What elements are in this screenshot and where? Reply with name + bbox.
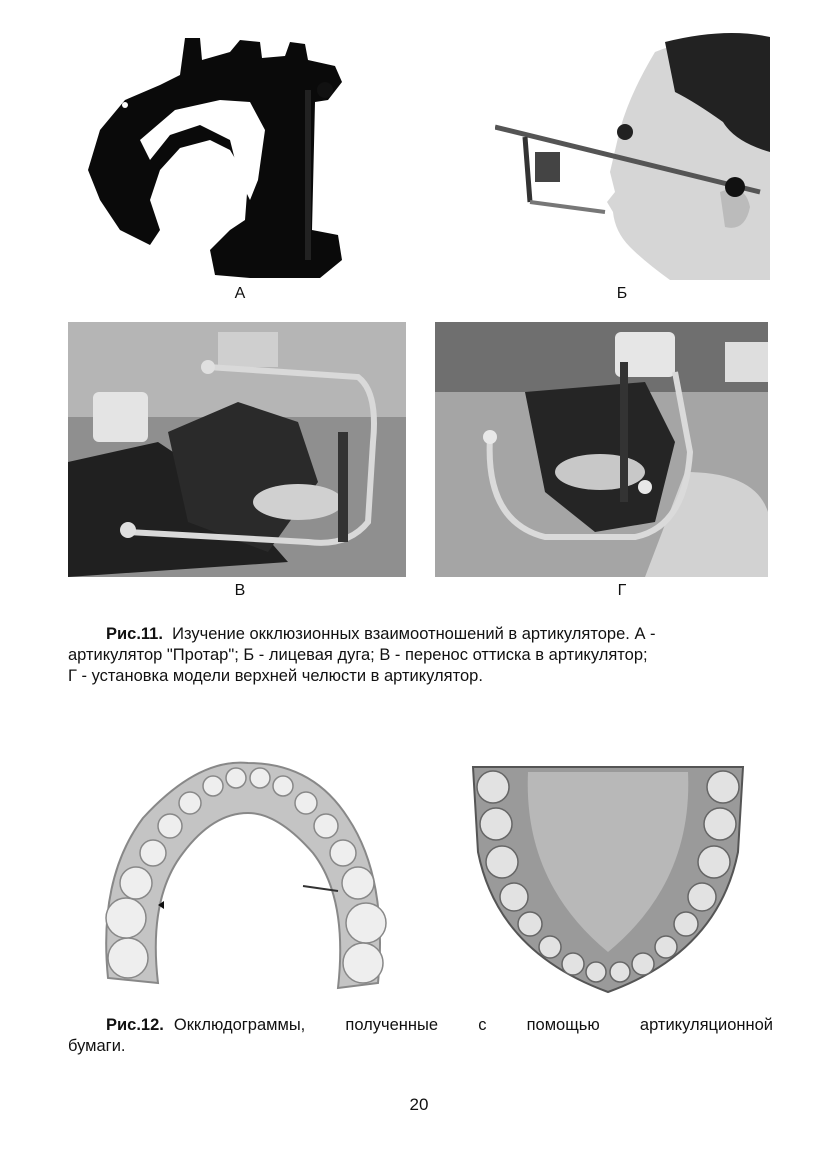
figure12-caption-prefix: Рис.12. (106, 1016, 164, 1034)
figure12-caption-line2: бумаги. (68, 1037, 126, 1055)
figure12-caption-text1: Окклюдограммы, полученные с помощью артикуляционной (173, 1016, 773, 1034)
figure11-panel-v-image (68, 322, 406, 577)
panel-label-v: В (234, 582, 246, 599)
panel-label-g: Г (617, 582, 627, 599)
figure11-caption-line1 (68, 624, 773, 645)
panel-label-b: Б (616, 285, 628, 302)
figure11-caption-prefix: Рис.11. (106, 625, 163, 643)
page-number: 20 (409, 1095, 429, 1114)
figure11-caption-line2: артикулятор "Протар"; Б - лицевая дуга; В - перенос оттиска в артикулятор; (68, 646, 648, 664)
figure12-left-occludogram (98, 758, 398, 998)
panel-label-a: А (234, 285, 246, 302)
figure12-caption (68, 1015, 773, 1057)
figure12-caption-line1 (68, 1015, 773, 1036)
figure11-panel-a-image (80, 30, 355, 280)
figure11-panel-g-image (435, 322, 768, 577)
figure11-caption (68, 624, 773, 687)
figure11-caption-line3: Г - установка модели верхней челюсти в артикулятор. (68, 667, 483, 685)
figure11-panel-b-image (495, 32, 770, 280)
figure11-caption-text1: Изучение окклюзионных взаимоотношений в артикуляторе. А - (172, 625, 656, 643)
figure12-right-occludogram (468, 762, 748, 994)
